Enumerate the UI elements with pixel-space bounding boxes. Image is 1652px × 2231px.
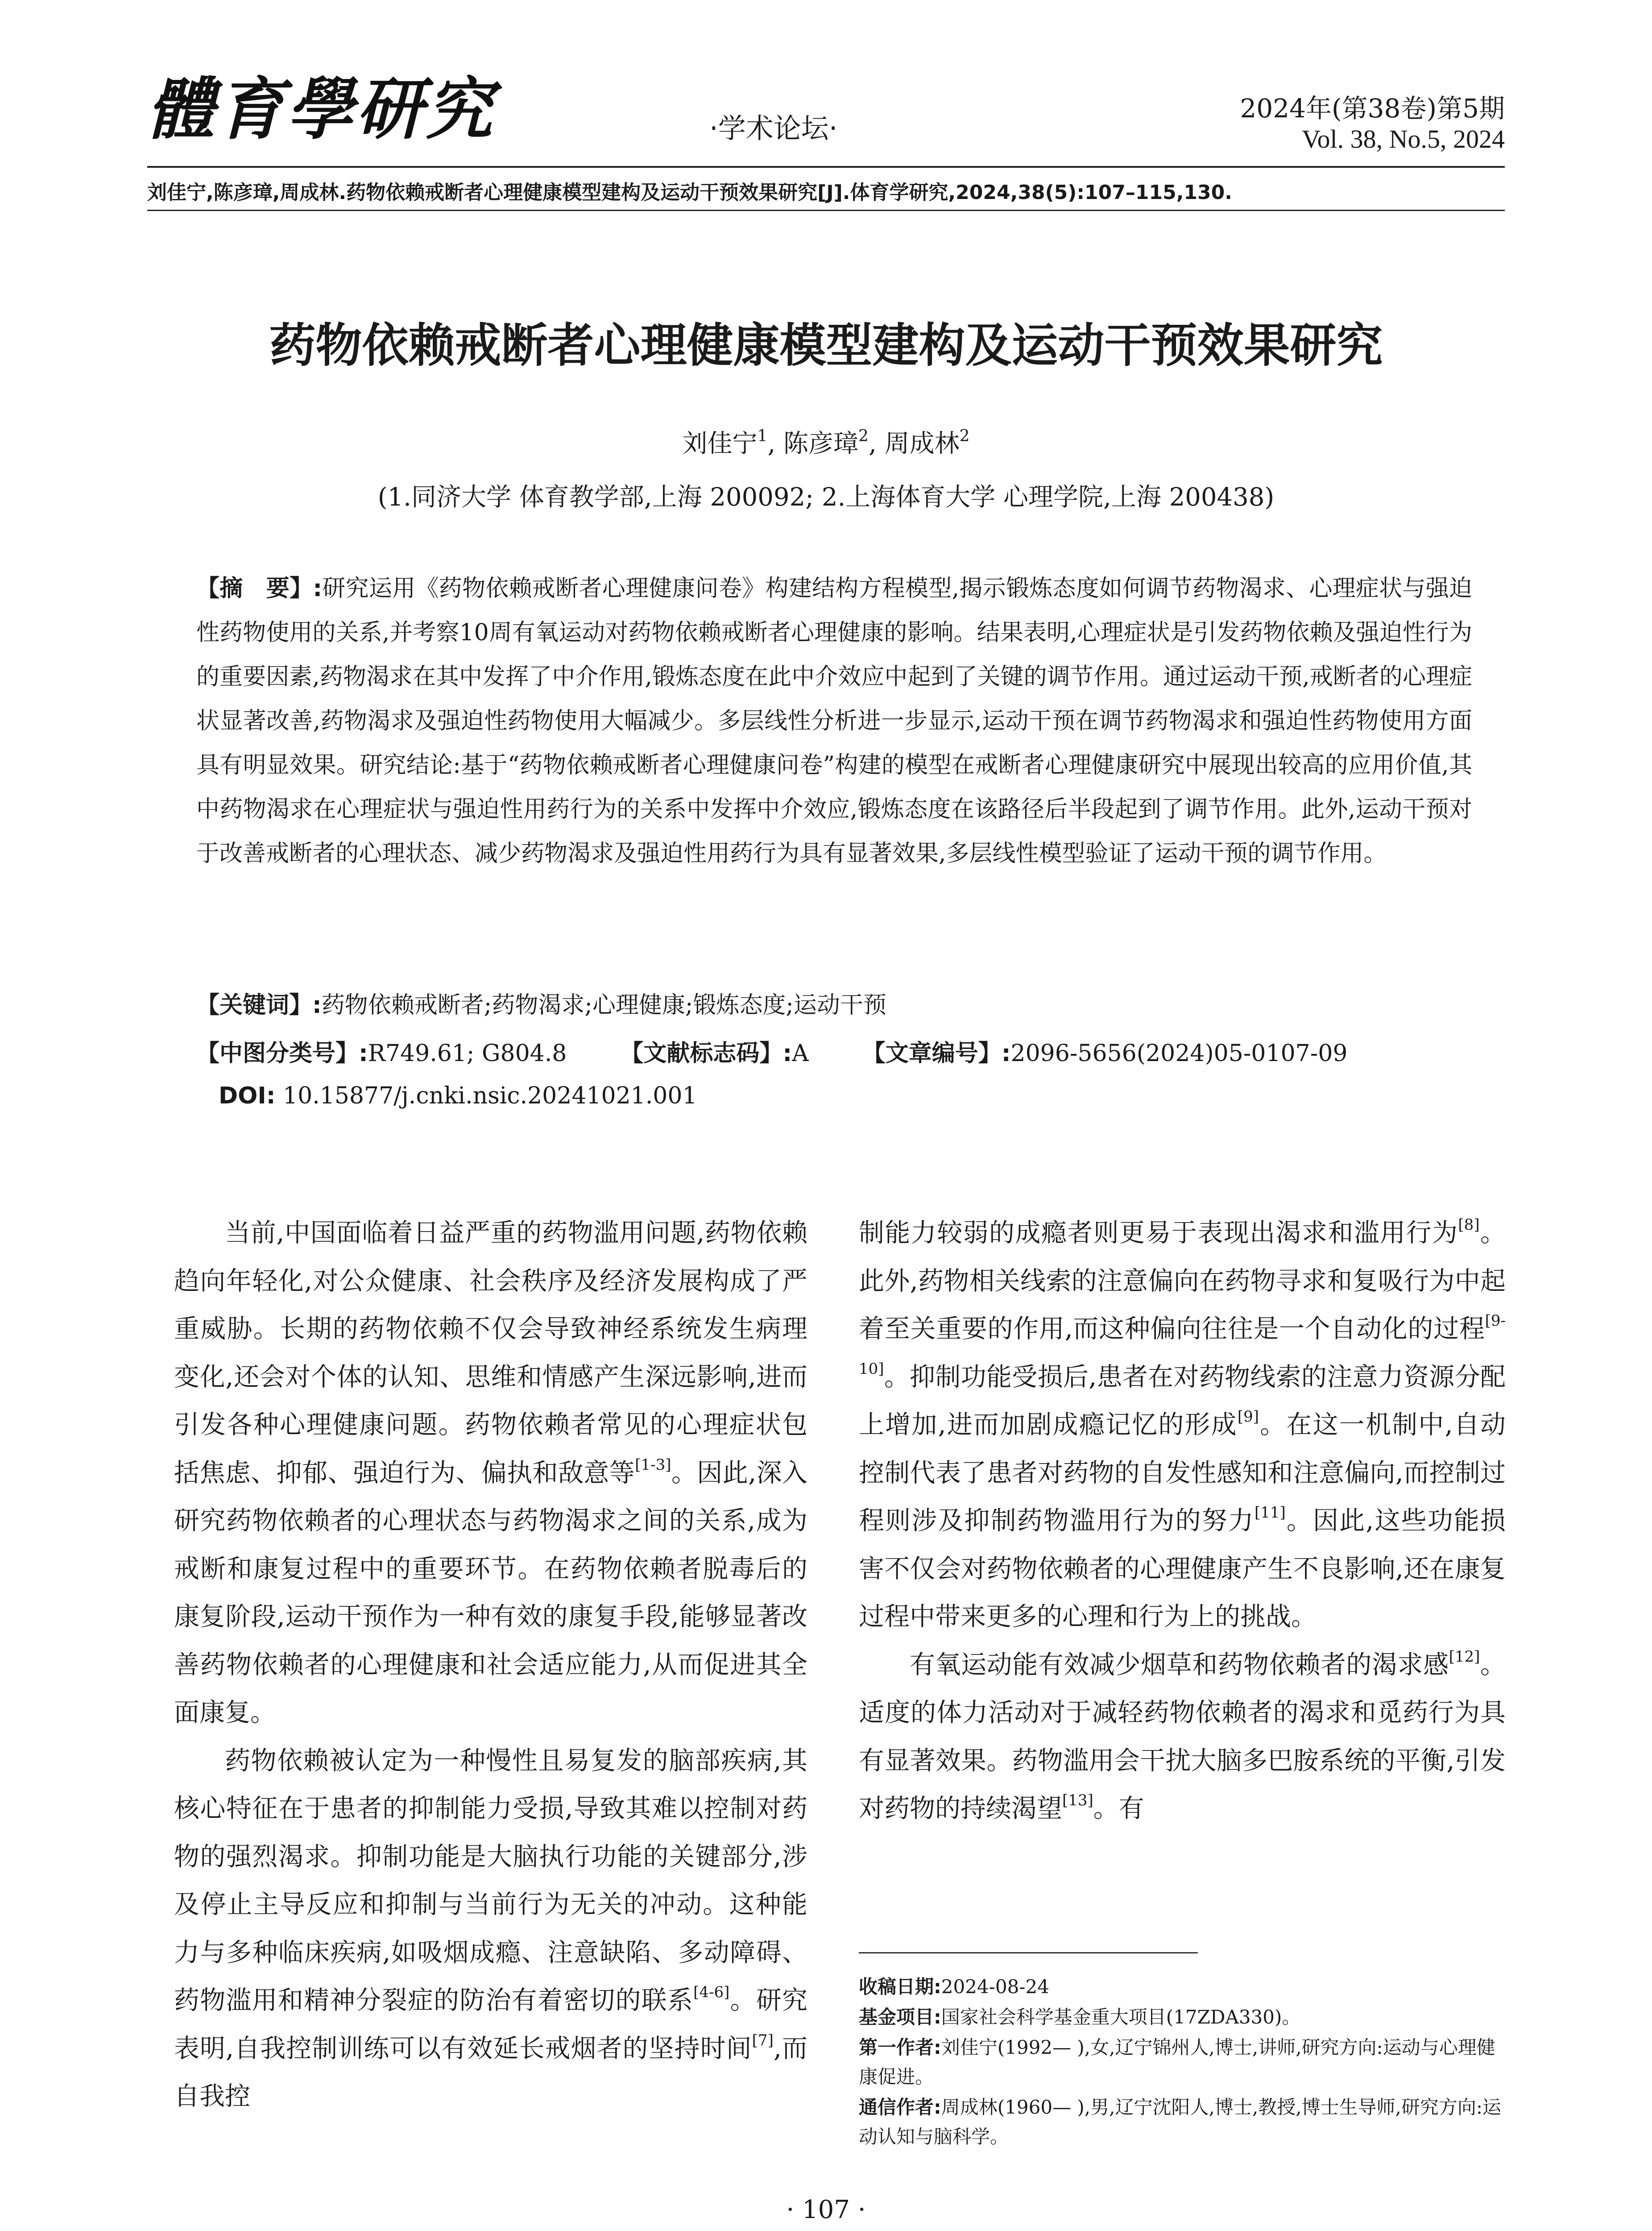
doi-label: DOI:	[219, 1082, 276, 1109]
body-text: 药物依赖被认定为一种慢性且易复发的脑部疾病,其核心特征在于患者的抑制能力受损,导致其难以控制对药物的强烈渴求。抑制功能是大脑执行功能的关键部分,涉及停止主导反应和抑制与当前行为无关的冲动。这种能力与多种临床疾病,如吸烟成瘾、注意缺陷、多动障碍、药物滥用和精神分裂症的防治有着密切的联系	[174, 1746, 807, 2015]
header-rule-bottom	[147, 210, 1505, 211]
footnote-text: 刘佳宁(1992— ),女,辽宁锦州人,博士,讲师,研究方向:运动与心理健康促进。	[859, 2036, 1495, 2088]
issue-info-cn: 2024年(第38卷)第5期	[1240, 93, 1505, 124]
citation-line: 刘佳宁,陈彦璋,周成林.药物依赖戒断者心理健康模型建构及运动干预效果研究[J].体育学研究,2024,38(5):107–115,130.	[147, 181, 1232, 204]
body-text: 。此外,药物相关线索的注意偏向在药物寻求和复吸行为中起着至关重要的作用,而这种偏向往往是一个自动化的过程	[859, 1218, 1506, 1344]
keywords	[196, 986, 1472, 1020]
doc-code-value: A	[792, 1040, 809, 1067]
author-name: 陈彦璋	[783, 429, 859, 458]
author-affiliation-marker: 1	[757, 427, 768, 445]
issue-info-en: Vol. 38, No.5, 2024	[1302, 124, 1505, 153]
affiliations: (1.同济大学 体育教学部,上海 200092; 2.上海体育大学 心理学院,上海 200438)	[377, 483, 1275, 512]
article-title: 药物依赖戒断者心理健康模型建构及运动干预效果研究	[269, 318, 1383, 373]
citation-ref[interactable]: [4-6]	[693, 1983, 730, 2001]
section-label: ·学术论坛·	[709, 112, 838, 145]
footnote-label: 基金项目:	[859, 2006, 941, 2028]
author-affiliation-marker: 2	[959, 427, 970, 445]
body-text: 。因此,这些功能损害不仅会对药物依赖者的心理健康产生不良影响,还在康复过程中带来更多的心理和行为上的挑战。	[859, 1506, 1506, 1631]
body-column-right	[859, 1209, 1506, 1833]
body-text: 。抑制功能受损后,患者在对药物线索的注意力资源分配上增加,进而加剧成瘾记忆的形成	[859, 1362, 1506, 1439]
author-separator: ,	[767, 429, 784, 458]
body-paragraph	[174, 1737, 807, 2121]
page-number: · 107 ·	[786, 2195, 866, 2224]
author-name: 刘佳宁	[682, 429, 758, 458]
body-text: 。因此,深入研究药物依赖者的心理状态与药物渴求之间的关系,成为戒断和康复过程中的重要环节。在药物依赖者脱毒后的康复阶段,运动干预作为一种有效的康复手段,能够显著改善药物依赖者的心理健康和社会适应能力,从而促进其全面康复。	[174, 1458, 808, 1727]
footnote-label: 第一作者:	[859, 2036, 941, 2058]
footnote-text: 国家社会科学基金重大项目(17ZDA330)。	[941, 2006, 1301, 2028]
citation-ref[interactable]: [7]	[752, 2031, 774, 2049]
footnote-received	[859, 1972, 1506, 2002]
article-no-label: 【文章编号】:	[862, 1040, 1011, 1067]
footnote-label: 收稿日期:	[859, 1976, 941, 1998]
keywords-text: 药物依赖戒断者;药物渴求;心理健康;锻炼态度;运动干预	[321, 992, 886, 1019]
classification-line	[196, 1034, 1472, 1068]
footnote-text: 2024-08-24	[941, 1976, 1049, 1998]
body-text: ,而自我控	[174, 2033, 807, 2111]
body-paragraph	[859, 1209, 1506, 1641]
body-text: 当前,中国面临着日益严重的药物滥用问题,药物依赖趋向年轻化,对公众健康、社会秩序及经济发展构成了严重威胁。长期的药物依赖不仅会导致神经系统发生病理变化,还会对个体的认知、思维和情感产生深远影响,进而引发各种心理健康问题。药物依赖者常见的心理症状包括焦虑、抑郁、强迫行为、偏执和敌意等	[174, 1218, 807, 1488]
body-text: 有氧运动能有效减少烟草和药物依赖者的渴求感	[910, 1650, 1449, 1679]
clc-value: R749.61; G804.8	[368, 1040, 567, 1067]
author-list	[147, 424, 1505, 460]
citation-ref[interactable]: [9-10]	[859, 1312, 1506, 1378]
doc-code-label: 【文献标志码】:	[620, 1040, 792, 1067]
header-rule-top	[147, 166, 1505, 168]
abstract	[196, 567, 1472, 876]
body-column-left	[174, 1209, 807, 2121]
citation-ref[interactable]: [13]	[1062, 1791, 1093, 1809]
author-name: 周成林	[884, 429, 960, 458]
doi-value: 10.15877/j.cnki.nsic.20241021.001	[283, 1082, 697, 1109]
body-text: 。适度的体力活动对于减轻药物依赖者的渴求和觅药行为具有显著效果。药物滥用会干扰大脑多巴胺系统的平衡,引发对药物的持续渴望	[859, 1650, 1506, 1823]
journal-logo: 體育學研究	[147, 70, 496, 149]
footnote-text: 周成林(1960— ),男,辽宁沈阳人,博士,教授,博士生导师,研究方向:运动认知与脑科学。	[859, 2096, 1502, 2148]
abstract-label: 【摘 要】:	[196, 575, 323, 602]
body-text: 制能力较弱的成瘾者则更易于表现出渴求和滥用行为	[859, 1218, 1458, 1248]
citation-ref[interactable]: [9]	[1237, 1408, 1259, 1426]
citation-ref[interactable]: [1-3]	[635, 1456, 671, 1474]
footnotes	[859, 1972, 1506, 2152]
body-paragraph	[859, 1641, 1506, 1833]
author-separator: ,	[868, 429, 885, 458]
body-text: 。有	[1093, 1794, 1144, 1823]
body-paragraph	[174, 1209, 807, 1737]
body-text: 。研究表明,自我控制训练可以有效延长戒烟者的坚持时间	[174, 1986, 808, 2063]
citation-ref[interactable]: [12]	[1449, 1647, 1480, 1666]
citation-ref[interactable]: [8]	[1458, 1216, 1480, 1234]
footnote-corresponding	[859, 2093, 1506, 2152]
footnote-fund	[859, 2003, 1506, 2032]
footnote-rule	[859, 1952, 1198, 1953]
doi	[219, 1082, 697, 1109]
footnote-first-author	[859, 2033, 1506, 2092]
keywords-label: 【关键词】:	[196, 992, 322, 1019]
abstract-text: 研究运用《药物依赖戒断者心理健康问卷》构建结构方程模型,揭示锻炼态度如何调节药物渴求、心理症状与强迫性药物使用的关系,并考察10周有氧运动对药物依赖戒断者心理健康的影响。结果表明,心理症状是引发药物依赖及强迫性行为的重要因素,药物渴求在其中发挥了中介作用,锻炼态度在此中介效应中起到了关键的调节作用。通过运动干预,戒断者的心理症状显著改善,药物渴求及强迫性药物使用大幅减少。多层线性分析进一步显示,运动干预在调节药物渴求和强迫性药物使用方面具有明显效果。研究结论:基于“药物依赖戒断者心理健康问卷”构建的模型在戒断者心理健康研究中展现出较高的应用价值,其中药物渴求在心理症状与强迫性用药行为的关系中发挥中介效应,锻炼态度在该路径后半段起到了调节作用。此外,运动干预对于改善戒断者的心理状态、减少药物渴求及强迫性用药行为具有显著效果,多层线性模型验证了运动干预的调节作用。	[196, 575, 1472, 867]
clc-label: 【中图分类号】:	[196, 1040, 368, 1067]
article-no-value: 2096-5656(2024)05-0107-09	[1010, 1040, 1348, 1067]
author-affiliation-marker: 2	[858, 427, 869, 445]
body-text: 。在这一机制中,自动控制代表了患者对药物的自发性感知和注意偏向,而控制过程则涉及抑制药物滥用行为的努力	[859, 1410, 1506, 1535]
footnote-label: 通信作者:	[859, 2096, 941, 2118]
citation-ref[interactable]: [11]	[1254, 1504, 1286, 1522]
